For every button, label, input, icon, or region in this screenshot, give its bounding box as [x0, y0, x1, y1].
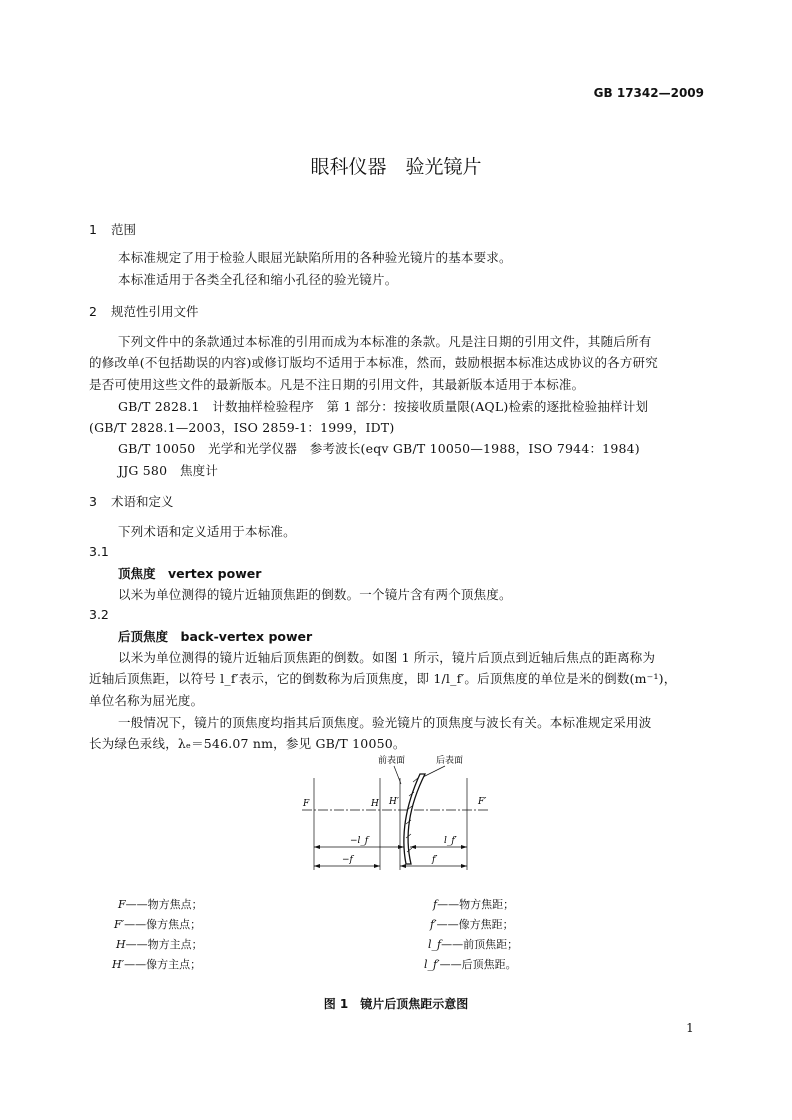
- label-image-focus: F′: [478, 797, 487, 807]
- label-object-focus: F: [303, 799, 310, 809]
- section-2-intro-line-1: 下列文件中的条款通过本标准的引用而成为本标准的条款。凡是注日期的引用文件，其随后所有: [118, 334, 652, 349]
- legend-image-focus: F′——像方焦点；: [114, 918, 202, 931]
- reference-gb-t-2828-line-1: GB/T 2828.1 计数抽样检验程序 第 1 部分：按接收质量限(AQL)检索的逐批检验抽样计划: [118, 399, 649, 414]
- arrowhead: [314, 864, 320, 868]
- term-vertex-power: 顶焦度 vertex power: [118, 566, 262, 581]
- page-title: 眼科仪器 验光镜片: [310, 156, 482, 178]
- label-object-focal-length: −f: [342, 855, 353, 865]
- definition-vertex-power: 以米为单位测得的镜片近轴顶焦距的倒数。一个镜片含有两个顶焦度。: [118, 587, 512, 602]
- arrowhead: [400, 864, 406, 868]
- section-2-intro-line-2: 的修改单(不包括勘误的内容)或修订版均不适用于本标准，然而，鼓励根据本标准达成协议的各方研究: [89, 355, 658, 370]
- front-surface-label: 前表面: [378, 756, 406, 766]
- section-3-intro: 下列术语和定义适用于本标准。: [118, 524, 296, 539]
- wavelength-paragraph-line-1: 一般情况下，镜片的顶焦度均指其后顶焦度。验光镜片的顶焦度与波长有关。本标准规定采用波: [118, 715, 652, 730]
- legend-object-focal-length: f——物方焦距；: [433, 898, 515, 911]
- legend-object-focus: F——物方焦点；: [118, 898, 203, 911]
- page-number: 1: [686, 1021, 694, 1035]
- reference-gb-t-10050: GB/T 10050 光学和光学仪器 参考波长(eqv GB/T 10050—1988，ISO 7944：1984): [118, 441, 640, 456]
- clause-3-2-number: 3.2: [89, 607, 109, 622]
- wavelength-paragraph-line-2: 长为绿色汞线，λₑ＝546.07 nm，参见 GB/T 10050。: [89, 736, 406, 751]
- legend-front-vertex-focal-distance: l_f——前顶焦距；: [428, 938, 519, 951]
- definition-back-vertex-power-line-1: 以米为单位测得的镜片近轴后顶焦距的倒数。如图 1 所示，镜片后顶点到近轴后焦点的距离称为: [118, 650, 656, 665]
- arrowhead: [398, 845, 404, 849]
- arrowhead: [461, 845, 467, 849]
- section-3-heading: 3 术语和定义: [89, 494, 174, 509]
- reference-gb-t-2828-line-2: (GB/T 2828.1—2003，ISO 2859-1：1999，IDT): [89, 420, 395, 435]
- section-2-heading: 2 规范性引用文件: [89, 304, 199, 319]
- label-object-principal-point: H: [371, 799, 379, 809]
- label-front-vertex-focal-distance: −l_f: [350, 836, 369, 846]
- term-back-vertex-power: 后顶焦度 back-vertex power: [118, 629, 313, 644]
- legend-image-focal-length: f′——像方焦距；: [430, 918, 514, 931]
- definition-back-vertex-power-line-2: 近轴后顶焦距，以符号 l_f′表示，它的倒数称为后顶焦度，即 1/l_f′。后顶焦度的单位是米的倒数(m⁻¹)，: [89, 671, 677, 686]
- legend-back-vertex-focal-distance: l_f′——后顶焦距。: [424, 958, 517, 971]
- section-2-intro-line-3: 是否可使用这些文件的最新版本。凡是不注日期的引用文件，其最新版本适用于本标准。: [89, 377, 585, 392]
- back-surface-leader: [423, 766, 445, 777]
- arrowhead: [314, 845, 320, 849]
- label-back-vertex-focal-distance: l_f′: [444, 836, 457, 846]
- legend-image-principal-point: H′——像方主点；: [112, 958, 202, 971]
- label-image-focal-length: f′: [432, 855, 438, 865]
- lens-shape: [404, 774, 425, 864]
- lens-diagram: [290, 752, 500, 876]
- section-1-heading: 1 范围: [89, 222, 137, 237]
- arrowhead: [374, 864, 380, 868]
- figure-caption: 图 1 镜片后顶焦距示意图: [323, 997, 469, 1011]
- clause-3-1-number: 3.1: [89, 544, 109, 559]
- back-surface-label: 后表面: [436, 756, 464, 766]
- label-image-principal-point: H′: [389, 797, 399, 807]
- arrowhead: [410, 845, 416, 849]
- standard-number: GB 17342—2009: [593, 86, 704, 100]
- section-1-paragraph-2: 本标准适用于各类全孔径和缩小孔径的验光镜片。: [118, 272, 398, 287]
- legend-object-principal-point: H——物方主点；: [116, 938, 203, 951]
- definition-back-vertex-power-line-3: 单位名称为屈光度。: [89, 693, 204, 708]
- arrowhead: [461, 864, 467, 868]
- section-1-paragraph-1: 本标准规定了用于检验人眼屈光缺陷所用的各种验光镜片的基本要求。: [118, 250, 512, 265]
- reference-jjg-580: JJG 580 焦度计: [118, 463, 219, 478]
